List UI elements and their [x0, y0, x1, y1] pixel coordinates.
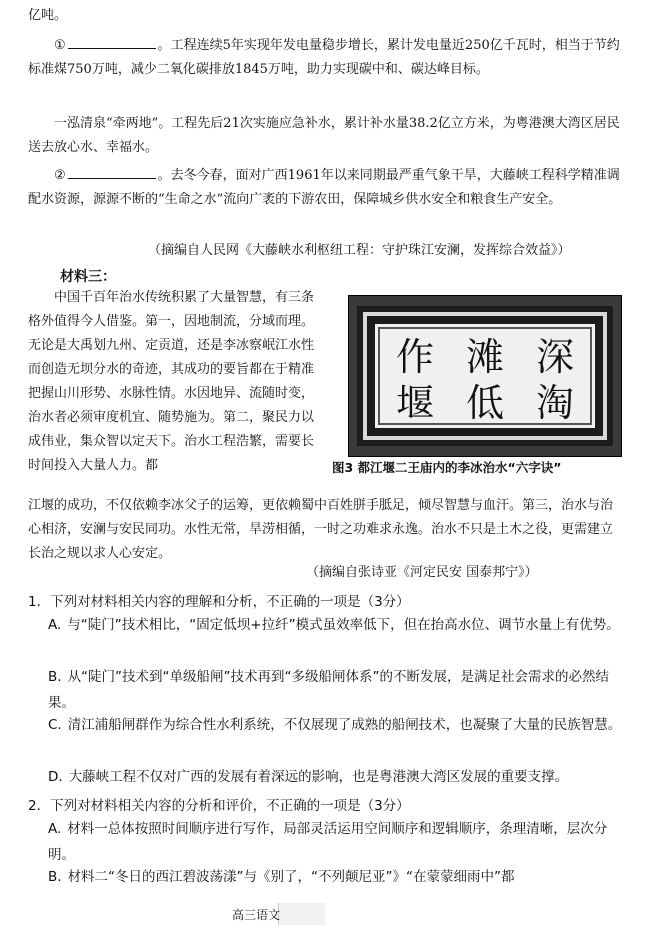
- material-3-column: [28, 286, 318, 478]
- question-2-stem: 2．下列对材料相关内容的分析和评价，不正确的一项是（3分）: [28, 798, 410, 814]
- plaque-char-5: 作: [395, 335, 435, 379]
- paragraph-water-supply: 一泓清泉“牵两地”。工程先后21次实施应急补水，累计补水量38.2亿立方米，为粤港澳大湾区居民送去放心水、幸福水。: [28, 116, 620, 155]
- plaque-illustration: [349, 296, 621, 456]
- question-1-option-c[interactable]: [48, 712, 623, 738]
- plaque-char-1: 深: [535, 335, 575, 379]
- question-1-option-d[interactable]: [48, 764, 623, 790]
- page-footer: 高三语文: [232, 908, 281, 922]
- question-2-option-a[interactable]: [48, 816, 623, 868]
- question-1-option-b[interactable]: [48, 664, 623, 716]
- option-label: A.: [48, 617, 62, 633]
- paragraph-blank-2: [28, 164, 620, 212]
- question-1-option-a[interactable]: [48, 612, 623, 638]
- option-label: D.: [48, 769, 63, 785]
- question-1-stem: 1．下列对材料相关内容的理解和分析，不正确的一项是（3分）: [28, 594, 410, 610]
- answer-blank-2[interactable]: [68, 164, 156, 179]
- paragraph-blank-1-text: 。工程连续5年实现年发电量稳步增长，累计发电量近250亿千瓦时，相当于节约标准煤750万吨，减少二氧化碳排放1845万吨，助力实现碳中和、碳达峰目标。: [28, 38, 620, 77]
- option-text: 材料一总体按照时间顺序进行写作，局部灵活运用空间顺序和逻辑顺序，条理清晰，层次分明。: [48, 821, 608, 863]
- plaque-char-4: 低: [465, 381, 505, 425]
- plaque-char-3: 滩: [465, 335, 505, 379]
- plaque-photo: [348, 295, 622, 457]
- blank-marker-1: ①: [54, 38, 66, 53]
- option-text: 从“陡门”技术到“单级船闸”技术再到“多级船闸体系”的不断发展，是满足社会需求的必然结果。: [48, 669, 610, 711]
- source-material-3: （摘编自张诗亚《河定民安 国泰邦宁》）: [306, 565, 538, 580]
- top-fragment: 亿吨。: [28, 8, 68, 23]
- source-material-2: （摘编自人民网《大藤峡水利枢纽工程：守护珠江安澜，发挥综合效益》）: [148, 243, 571, 258]
- material-3-label: 材料三：: [60, 269, 116, 285]
- option-text: 材料二“冬日的西江碧波荡漾”与《别了，“不列颠尼亚”》“在蒙蒙细雨中”都: [67, 869, 515, 885]
- option-label: B.: [48, 669, 62, 685]
- plaque-char-6: 堰: [395, 381, 435, 425]
- answer-blank-1[interactable]: [68, 34, 156, 49]
- option-label: A.: [48, 821, 62, 837]
- option-text: 与“陡门”技术相比，“固定低坝+拉纤”模式虽效率低下，但在抬高水位、调节水量上有优势。: [67, 617, 620, 633]
- option-text: 大藤峡工程不仅对广西的发展有着深远的影响，也是粤港澳大湾区发展的重要支撑。: [68, 769, 569, 785]
- question-2-option-b[interactable]: [48, 864, 623, 890]
- footer-overlay: [278, 903, 325, 925]
- option-label: B.: [48, 869, 62, 885]
- material-3-continued: 江堰的成功，不仅依赖李冰父子的运筹，更依赖蜀中百姓胼手胝足，倾尽智慧与血汗。第三，治水与治心相济，安澜与安民同功。水性无常，旱涝相循，一时之功难求永逸。治水不只是土木之役，更需建立长治之规以求人心安定。: [28, 498, 614, 561]
- paragraph-blank-2-text: 。去冬今春，面对广西1961年以来同期最严重气象干旱，大藤峡工程科学精准调配水资源，源源不断的“生命之水”流向广袤的下游农田，保障城乡供水安全和粮食生产安全。: [28, 168, 620, 207]
- blank-marker-2: ②: [54, 168, 66, 183]
- figure-caption: 图3 都江堰二王庙内的李冰治水“六字诀”: [332, 460, 562, 475]
- material-3-column-text: 中国千百年治水传统积累了大量智慧，有三条格外值得今人借鉴。第一，因地制流，分域而理。无论是大禹划九州、定贡道，还是李冰察岷江水性而创造无坝分水的奇迹，其成功的要旨都在于精准把握山川形势、水脉性情。水因地异、流随时变，治水者必须审度机宜、随势施为。第二，聚民力以成伟业，集众智以定天下。治水工程浩繁，需要长时间投入大量人力。都: [28, 290, 315, 473]
- paragraph-blank-1: [28, 34, 620, 82]
- plaque-char-2: 淘: [535, 381, 575, 425]
- option-label: C.: [48, 717, 62, 733]
- option-text: 清江浦船闸群作为综合性水利系统，不仅展现了成熟的船闸技术，也凝聚了大量的民族智慧。: [67, 717, 622, 733]
